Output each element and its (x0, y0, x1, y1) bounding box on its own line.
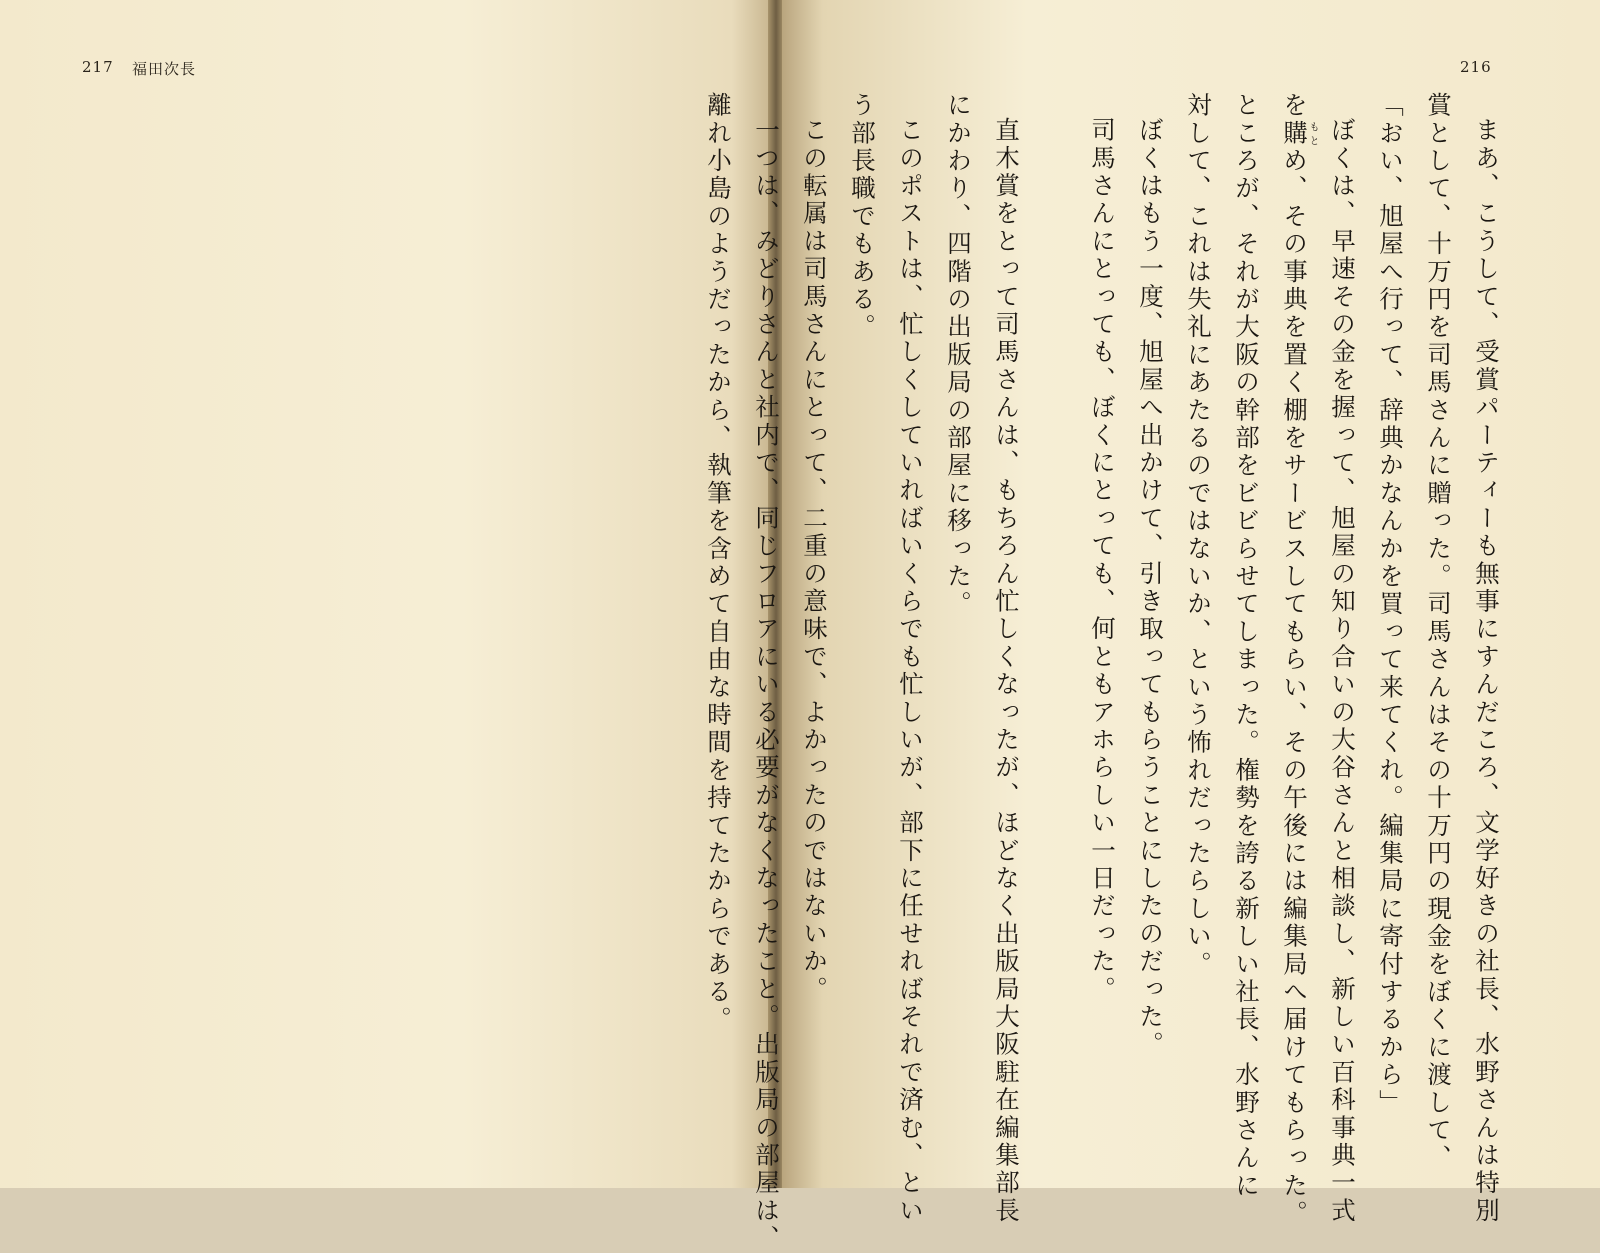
right-body-text (704, 92, 1510, 1253)
left-page (0, 0, 770, 1188)
text-column: 離れ小島のようだったから、執筆を含めて自由な時間を持てたからである。 (704, 92, 733, 1034)
ruby-reading: もと (1307, 119, 1318, 148)
blank-column (1030, 92, 1078, 1132)
text-column: を購もとめ、その事典を置く棚をサービスしてもらい、その午後には編集局へ届けてもらった。 (1280, 92, 1318, 1228)
text-column: まあ、こうして、受賞パーティーも無事にすんだころ、文学好きの社長、水野さんは特別 (1472, 117, 1501, 1225)
right-page-number: 216 (1460, 58, 1492, 76)
text-column: この転属は司馬さんにとって、二重の意味で、よかったのではないか。 (800, 117, 829, 1004)
ruby-annotation: 購もと (1280, 119, 1318, 148)
text-column: 賞として、十万円を司馬さんに贈った。司馬さんはその十万円の現金をぼくに渡して、 (1424, 92, 1453, 1173)
text-column: ぼくはもう一度、旭屋へ出かけて、引き取ってもらうことにしたのだった。 (1136, 117, 1165, 1059)
text-column: このポストは、忙しくしていればいくらでも忙しいが、部下に任せればそれで済む、とい (896, 117, 925, 1225)
left-running-title: 福田次長 (132, 60, 197, 78)
text-column: 一つは、みどりさんと社内で、同じフロアにいる必要がなくなったこと。出版局の部屋は、 (752, 117, 781, 1253)
text-column: 「おい、旭屋へ行って、辞典かなんかを買って来てくれ。編集局に寄付するから」 (1376, 92, 1405, 1117)
text-column: ところが、それが大阪の幹部をビビらせてしまった。権勢を誇る新しい社長、水野さんに (1232, 92, 1261, 1200)
text-column: う部長職でもある。 (848, 92, 877, 342)
text-column: 司馬さんにとっても、ぼくにとっても、何ともアホらしい一日だった。 (1088, 117, 1117, 1004)
text-column: ぼくは、早速その金を握って、旭屋の知り合いの大谷さんと相談し、新しい百科事典一式 (1328, 117, 1357, 1225)
text-column: 対して、これは失礼にあたるのではないか、という怖れだったらしい。 (1184, 92, 1213, 979)
text-column: にかわり、四階の出版局の部屋に移った。 (944, 92, 973, 619)
left-page-number: 217 (82, 58, 114, 76)
text-column: 直木賞をとって司馬さんは、もちろん忙しくなったが、ほどなく出版局大阪駐在編集部長 (992, 117, 1021, 1225)
